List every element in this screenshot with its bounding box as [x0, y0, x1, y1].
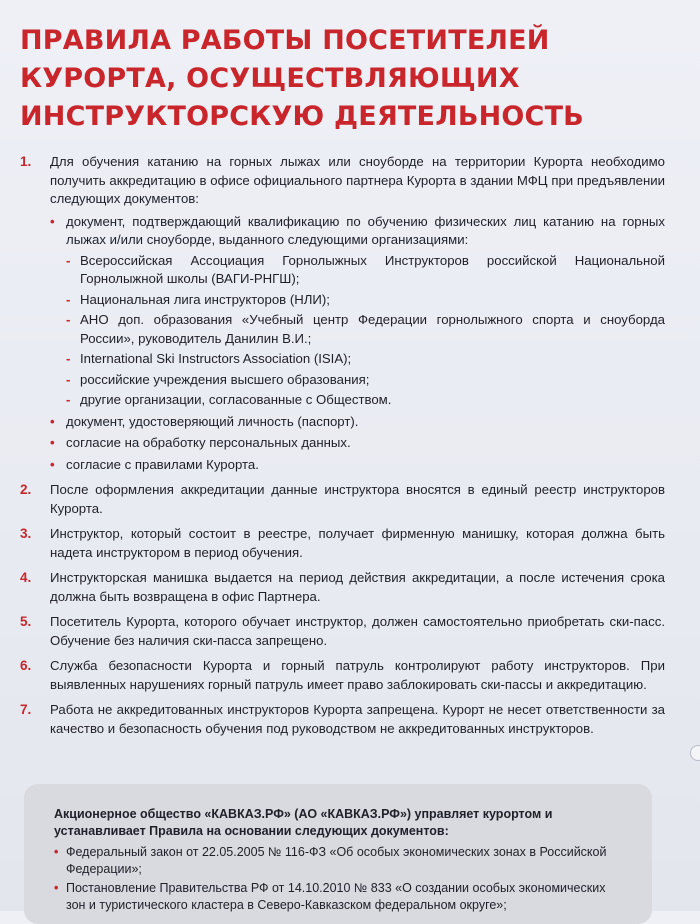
scroll-handle[interactable] [690, 745, 700, 761]
document-list [50, 213, 665, 475]
rules-list [20, 153, 665, 745]
legal-basis-item: • Постановление Правительства РФ от 14.10.2010 № 833 «О создании особых экономических зон и туристического кластера в Северо-Кавказском федеральном округе»; [54, 880, 626, 913]
organization-item: - International Ski Instructors Association (ISIA); [66, 350, 665, 369]
legal-basis-list [54, 844, 626, 913]
title-line: ПРАВИЛА РАБОТЫ ПОСЕТИТЕЛЕЙ [20, 25, 550, 56]
rule-number: 4. [20, 570, 32, 585]
organization-item: - российские учреждения высшего образования; [66, 371, 665, 390]
organization-item: - другие организации, согласованные с Обществом. [66, 391, 665, 410]
document-text: • документ, подтверждающий квалификацию по обучению физических лиц катанию на горных лыжах и/или сноуборде, выданного следующими организациями: [66, 213, 665, 247]
rule-text: Работа не аккредитованных инструкторов Курорта запрещена. Курорт не несет ответственности за качество и безопасность обучения под руководством не аккредитованных инструкторов. [50, 702, 665, 736]
organization-item: - Национальная лига инструкторов (НЛИ); [66, 291, 665, 310]
rule-number: 6. [20, 658, 32, 673]
rule-item [20, 525, 665, 562]
rule-item [20, 657, 665, 694]
organization-item: - АНО доп. образования «Учебный центр Федерации горнолыжного спорта и сноуборда России», руководитель Данилин В.И.; [66, 311, 665, 348]
organization-item: - Всероссийская Ассоциация Горнолыжных Инструкторов российской Национальной Горнолыжной школы (ВАГИ-РНГШ); [66, 252, 665, 289]
rule-text: Посетитель Курорта, которого обучает инструктор, должен самостоятельно приобретать ски-пасс. Обучение без наличия ски-пасса запрещено. [50, 614, 665, 648]
rule-item [20, 153, 665, 474]
rule-number: 5. [20, 614, 32, 629]
rule-text: Инструктор, который состоит в реестре, получает фирменную манишку, которая должна быть надета инструктором в период обучения. [50, 526, 665, 560]
document-item: • согласие на обработку персональных данных. [50, 434, 665, 453]
rule-number: 1. [20, 154, 32, 169]
rule-item [20, 613, 665, 650]
document-item [50, 213, 665, 410]
document-item: • согласие с правилами Курорта. [50, 456, 665, 475]
rule-text: Для обучения катанию на горных лыжах или сноуборде на территории Курорта необходимо получить аккредитацию в офисе официального партнера Курорта в здании МФЦ при предъявлении следующих документов: [50, 154, 665, 206]
rule-number: 7. [20, 702, 32, 717]
rule-text: Служба безопасности Курорта и горный патруль контролируют работу инструкторов. При выявленных нарушениях горный патруль имеет право заблокировать ски-пассы и аккредитацию. [50, 658, 665, 692]
page-title [20, 22, 660, 136]
title-line: КУРОРТА, ОСУЩЕСТВЛЯЮЩИХ [20, 63, 520, 94]
rule-item [20, 701, 665, 738]
rule-item [20, 569, 665, 606]
rule-text: После оформления аккредитации данные инструктора вносятся в единый реестр инструкторов Курорта. [50, 482, 665, 516]
legal-basis-item: • Федеральный закон от 22.05.2005 № 116-ФЗ «Об особых экономических зонах в Российской Федерации»; [54, 844, 626, 877]
title-line: ИНСТРУКТОРСКУЮ ДЕЯТЕЛЬНОСТЬ [20, 101, 584, 132]
rule-number: 2. [20, 482, 32, 497]
legal-basis-heading: Акционерное общество «КАВКАЗ.РФ» (АО «КАВКАЗ.РФ») управляет курортом и устанавливает Правила на основании следующих документов: [54, 807, 553, 838]
rule-text: Инструкторская манишка выдается на период действия аккредитации, а после истечения срока должна быть возвращена в офис Партнера. [50, 570, 665, 604]
legal-basis-box [24, 784, 652, 924]
document-item: • документ, удостоверяющий личность (паспорт). [50, 413, 665, 432]
rule-number: 3. [20, 526, 32, 541]
organization-list [66, 252, 665, 410]
rule-item [20, 481, 665, 518]
